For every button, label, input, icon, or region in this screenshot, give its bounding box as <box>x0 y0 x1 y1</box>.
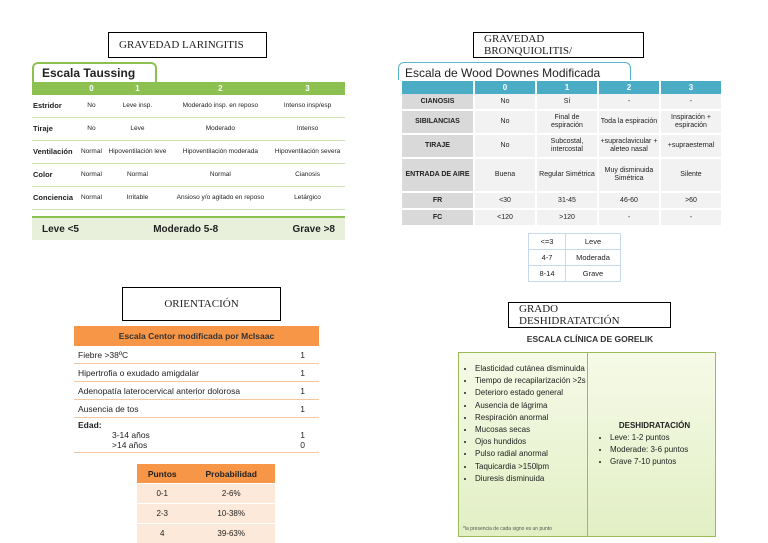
tausing-footer <box>32 216 345 240</box>
list-item <box>74 400 319 418</box>
table-cell: Toda la espiración <box>599 111 659 135</box>
tausing-header: 3 <box>270 82 345 95</box>
tausing-title: Escala Taussing <box>32 62 157 82</box>
table-cell: Normal <box>171 164 270 187</box>
gorelik-note: *la presencia de cada signo es un punto <box>463 526 552 532</box>
wood-severity-table <box>528 233 621 282</box>
centor-title: Escala Centor modificada por McIsaac <box>74 326 319 346</box>
edad-label: Edad: <box>78 420 102 430</box>
score: 1 <box>300 403 305 414</box>
table-cell: Muy disminuida Simétrica <box>599 159 659 193</box>
gorelik-result-title: DESHIDRATACIÓN <box>618 420 691 430</box>
tausing-moderado: Moderado 5-8 <box>153 223 219 235</box>
centor-edad <box>74 418 319 453</box>
table-row <box>137 484 275 504</box>
table-row <box>402 159 721 193</box>
row-label: Estridor <box>32 95 79 118</box>
age-range: >14 años <box>112 440 148 450</box>
tausing-header: 0 <box>79 82 105 95</box>
table-cell: Normal <box>79 187 105 210</box>
table-cell: >120 <box>537 210 597 227</box>
table-row <box>32 187 345 210</box>
gorelik-title: ESCALA CLÍNICA DE GORELIK <box>510 330 670 348</box>
table-row <box>32 164 345 187</box>
table-cell: - <box>661 94 721 111</box>
table-cell: Grave <box>566 266 621 282</box>
list-item: • Leve: 1-2 puntos <box>610 432 715 444</box>
table-cell: <120 <box>475 210 535 227</box>
wood-downes-scale <box>398 62 723 220</box>
list-item: • Ausencia de lágrima <box>475 400 587 412</box>
centor-probability-table <box>137 464 275 543</box>
tausing-header: 2 <box>171 82 270 95</box>
table-cell: Moderado <box>171 118 270 141</box>
table-cell: 31-45 <box>537 193 597 210</box>
table-row <box>529 250 621 266</box>
wood-header: 2 <box>599 81 659 94</box>
list-item: • Taquicardia >150lpm <box>475 461 587 473</box>
table-cell: Silente <box>661 159 721 193</box>
table-cell: Final de espiración <box>537 111 597 135</box>
table-cell: Cianosis <box>270 164 345 187</box>
table-cell: - <box>599 210 659 227</box>
criterion: Ausencia de tos <box>78 403 139 414</box>
table-cell: Moderada <box>566 250 621 266</box>
row-label: Ventilación <box>32 141 79 164</box>
table-row <box>402 111 721 135</box>
list-item: • Tiempo de recapilarización >2s <box>475 375 587 387</box>
table-cell: >60 <box>661 193 721 210</box>
list-item: • Moderade: 3-6 puntos <box>610 444 715 456</box>
table-cell: Leve <box>566 234 621 250</box>
tausing-leve: Leve <5 <box>42 223 79 235</box>
label-deshidratacion: GRADO DESHIDRATATCIÓN <box>508 302 671 328</box>
tausing-scale <box>32 62 345 240</box>
table-cell: Sí <box>537 94 597 111</box>
table-cell: Normal <box>79 164 105 187</box>
table-row <box>137 524 275 543</box>
row-label: FR <box>402 193 473 210</box>
tausing-header: 1 <box>104 82 170 95</box>
table-cell: Hipoventilación leve <box>104 141 170 164</box>
label-orientacion: ORIENTACIÓN <box>122 287 281 321</box>
list-item: • Deterioro estado general <box>475 387 587 399</box>
table-cell: No <box>475 135 535 159</box>
table-cell: 2-6% <box>187 484 275 504</box>
score: 1 <box>300 385 305 396</box>
table-cell: - <box>661 210 721 227</box>
table-cell: 10-38% <box>187 504 275 524</box>
score: 1 <box>300 430 305 440</box>
wood-header: 3 <box>661 81 721 94</box>
table-row <box>402 135 721 159</box>
table-cell: Moderado insp. en reposo <box>171 95 270 118</box>
table-cell: 39-63% <box>187 524 275 543</box>
table-cell: 46-60 <box>599 193 659 210</box>
score: 1 <box>300 349 305 360</box>
table-row <box>32 95 345 118</box>
table-row <box>32 141 345 164</box>
table-cell: +supraclavicular + aleteo nasal <box>599 135 659 159</box>
table-cell: 0-1 <box>137 484 187 504</box>
table-cell: +supraesternal <box>661 135 721 159</box>
list-item: • Elasticidad cutánea disminuida <box>475 363 587 375</box>
list-item: • Diuresis disminuida <box>475 473 587 485</box>
prob-header-puntos: Puntos <box>137 464 187 484</box>
table-cell: Ansioso y/o agitado en reposo <box>171 187 270 210</box>
tausing-grave: Grave >8 <box>292 223 335 235</box>
row-label: Tiraje <box>32 118 79 141</box>
table-row <box>137 504 275 524</box>
table-cell: Intenso <box>270 118 345 141</box>
gorelik-signs <box>459 353 588 536</box>
wood-table <box>400 81 723 227</box>
table-cell: No <box>475 111 535 135</box>
tausing-header <box>32 82 79 95</box>
table-cell: Hipoventilación severa <box>270 141 345 164</box>
wood-header: 1 <box>537 81 597 94</box>
table-cell: Normal <box>79 141 105 164</box>
table-cell: No <box>79 118 105 141</box>
gorelik-scale <box>458 330 716 535</box>
table-cell: 4-7 <box>529 250 566 266</box>
table-cell: 4 <box>137 524 187 543</box>
table-cell: Leve insp. <box>104 95 170 118</box>
table-cell: Regular Simétrica <box>537 159 597 193</box>
row-label: FC <box>402 210 473 227</box>
list-item <box>74 382 319 400</box>
table-cell: Buena <box>475 159 535 193</box>
row-label: TIRAJE <box>402 135 473 159</box>
table-cell: 8-14 <box>529 266 566 282</box>
table-cell: Irritable <box>104 187 170 210</box>
table-cell: Normal <box>104 164 170 187</box>
list-item <box>74 346 319 364</box>
table-row <box>32 118 345 141</box>
list-item: • Pulso radial anormal <box>475 448 587 460</box>
wood-header: 0 <box>475 81 535 94</box>
table-row <box>402 193 721 210</box>
table-cell: Letárgico <box>270 187 345 210</box>
table-cell: Subcostal, intercostal <box>537 135 597 159</box>
table-cell: Hipoventilación moderada <box>171 141 270 164</box>
row-label: CIANOSIS <box>402 94 473 111</box>
wood-header <box>402 81 473 94</box>
centor-scale <box>74 326 319 461</box>
score: 0 <box>300 440 305 450</box>
table-cell: No <box>475 94 535 111</box>
criterion: Fiebre >38ºC <box>78 349 129 360</box>
table-cell: <30 <box>475 193 535 210</box>
table-cell: 2-3 <box>137 504 187 524</box>
criterion: Hipertrofia o exudado amigdalar <box>78 367 199 378</box>
row-label: Color <box>32 164 79 187</box>
list-item: • Mucosas secas <box>475 424 587 436</box>
prob-header-probabilidad: Probabilidad <box>187 464 275 484</box>
list-item: • Grave 7-10 puntos <box>610 456 715 468</box>
table-cell: <=3 <box>529 234 566 250</box>
age-range: 3-14 años <box>112 430 150 440</box>
table-cell: Leve <box>104 118 170 141</box>
wood-title: Escala de Wood Downes Modificada <box>398 62 631 80</box>
criterion: Adenopatía laterocervical anterior dolorosa <box>78 385 241 396</box>
list-item: • Ojos hundidos <box>475 436 587 448</box>
row-label: ENTRADA DE AIRE <box>402 159 473 193</box>
table-row <box>529 266 621 282</box>
table-cell: Inspiración + espiración <box>661 111 721 135</box>
table-cell: Intenso insp/esp <box>270 95 345 118</box>
label-laringitis: GRAVEDAD LARINGITIS <box>108 32 267 58</box>
gorelik-result <box>588 353 715 536</box>
gorelik-body <box>458 352 716 537</box>
table-cell: No <box>79 95 105 118</box>
list-item <box>74 364 319 382</box>
row-label: SIBILANCIAS <box>402 111 473 135</box>
row-label: Conciencia <box>32 187 79 210</box>
list-item: • Respiración anormal <box>475 412 587 424</box>
table-row <box>402 210 721 227</box>
table-row <box>402 94 721 111</box>
list-item <box>78 440 305 450</box>
table-cell: - <box>599 94 659 111</box>
list-item <box>78 430 305 440</box>
table-row <box>529 234 621 250</box>
tausing-table <box>32 82 345 210</box>
score: 1 <box>300 367 305 378</box>
label-bronquiolitis: GRAVEDAD BRONQUIOLITIS/ <box>473 32 644 58</box>
